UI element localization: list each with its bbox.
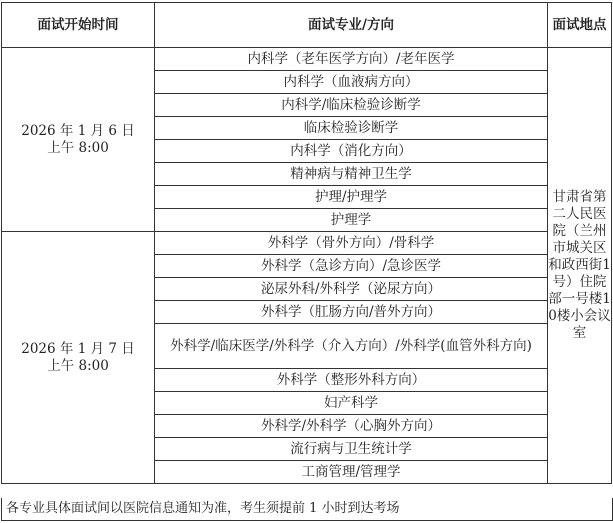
header-row xyxy=(2,3,612,48)
major-cell: 内科学（消化方向） xyxy=(155,140,548,163)
major-cell: 工商管理/管理学 xyxy=(155,461,548,484)
time-day2: 上午 8:00 xyxy=(47,357,109,374)
table-row xyxy=(2,48,612,71)
place-cell: 甘肃省第二人民医院（兰州市城关区和政西街1号）住院部一号楼10楼小会议室 xyxy=(548,48,612,484)
major-cell: 内科学/临床检验诊断学 xyxy=(155,94,548,117)
major-cell: 内科学（老年医学方向）/老年医学 xyxy=(155,48,548,71)
footnote: 各专业具体面试间以医院信息通知为准，考生须提前 1 小时到达考场 xyxy=(1,498,613,521)
major-cell: 护理学 xyxy=(155,209,548,232)
major-cell: 泌尿外科/外科学（泌尿方向） xyxy=(155,278,548,301)
major-cell: 外科学（肛肠方向/普外方向） xyxy=(155,301,548,324)
major-cell: 流行病与卫生统计学 xyxy=(155,438,548,461)
major-cell: 外科学（整形外科方向） xyxy=(155,369,548,392)
date-day1: 2026 年 1 月 6 日 xyxy=(21,122,135,139)
major-cell: 内科学（血液病方向） xyxy=(155,71,548,94)
table-row xyxy=(2,232,612,255)
date-day2: 2026 年 1 月 7 日 xyxy=(21,340,135,357)
major-cell: 护理/护理学 xyxy=(155,186,548,209)
interview-schedule-table xyxy=(1,2,612,484)
header-major: 面试专业/方向 xyxy=(155,3,548,48)
major-cell: 外科学（急诊方向）/急诊医学 xyxy=(155,255,548,278)
header-time: 面试开始时间 xyxy=(2,3,155,48)
major-cell: 精神病与精神卫生学 xyxy=(155,163,548,186)
major-cell: 外科学（骨外方向）/骨科学 xyxy=(155,232,548,255)
time-cell-day1 xyxy=(2,48,155,232)
major-cell: 外科学/临床医学/外科学（介入方向）/外科学(血管外科方向) xyxy=(155,324,548,369)
time-cell-day2 xyxy=(2,232,155,484)
major-cell: 外科学/外科学（心胸外方向） xyxy=(155,415,548,438)
major-cell: 临床检验诊断学 xyxy=(155,117,548,140)
header-place: 面试地点 xyxy=(548,3,612,48)
major-cell: 妇产科学 xyxy=(155,392,548,415)
time-day1: 上午 8:00 xyxy=(47,139,109,156)
